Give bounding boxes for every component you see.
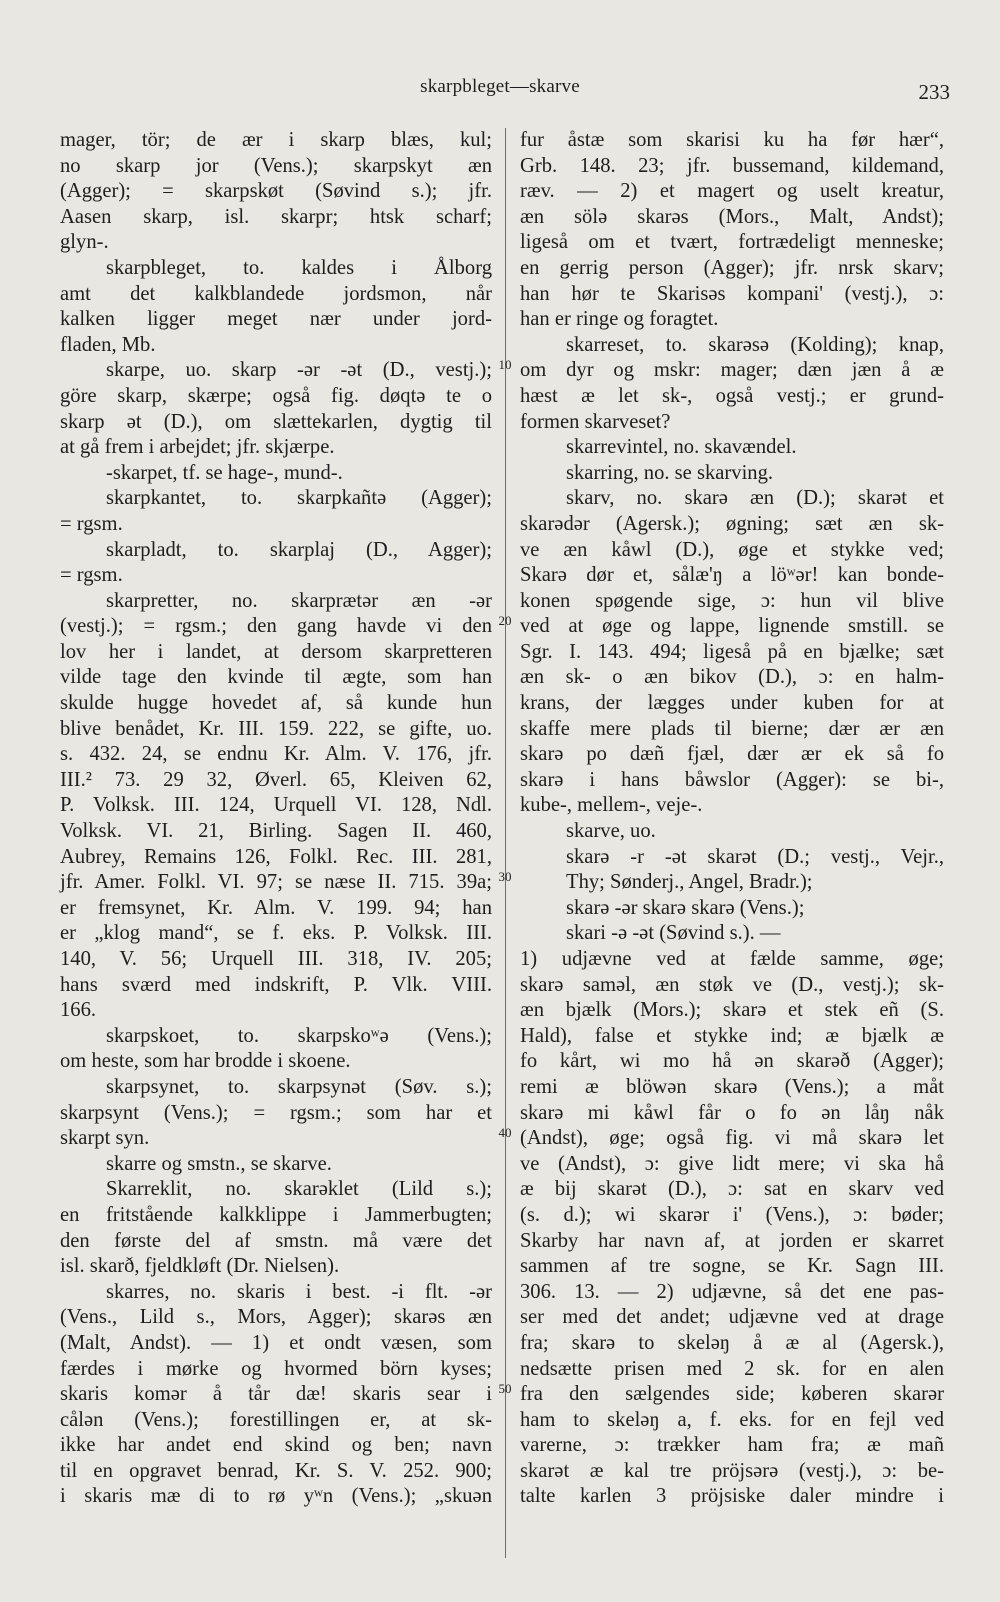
text-line: Sgr. I. 143. 494; ligeså på en bjælke; sæt — [520, 640, 944, 663]
text-line: skarpsynet, to. skarpsynət (Søv. s.); — [106, 1075, 492, 1098]
text-line: Skarreklit, no. skarəklet (Lild s.); — [106, 1178, 492, 1201]
text-line: fladen, Mb. — [60, 333, 156, 356]
text-line: om dyr og mskr: mager; dæn jæn å æ — [520, 359, 944, 382]
text-line: hans sværd med indskrift, P. Vlk. VIII. — [60, 973, 492, 996]
text-line: (s. d.); wi skarər i' (Vens.), ɔ: bøder; — [520, 1203, 944, 1226]
running-head: skarpbleget—skarve — [420, 76, 580, 97]
text-line: skarring, no. se skarving. — [566, 461, 774, 484]
column-divider — [505, 128, 506, 1558]
text-line: Hald), false et stykke ind; æ bjælk æ — [520, 1024, 944, 1047]
text-line: skarv, no. skarə æn (D.); skarət et — [566, 487, 944, 510]
text-line: ve æn kåwl (D.), øge et stykke ved; — [520, 538, 944, 561]
right-column — [520, 128, 944, 1510]
text-line: den første del af smstn. må være det — [60, 1229, 492, 1252]
text-line: mager, tör; de ær i skarp blæs, kul; — [60, 129, 492, 151]
line-number: 10 — [498, 357, 512, 372]
text-line: skarə saməl, æn støk ve (D., vestj.); sk- — [520, 973, 944, 996]
text-line: (Malt, Andst). — 1) et ondt væsen, som — [60, 1331, 492, 1354]
text-line: ligeså om et tvært, fortrædeligt menneske; — [520, 231, 944, 254]
text-line: om heste, som har brodde i skoene. — [60, 1050, 351, 1073]
text-line: -skarpet, tf. se hage-, mund-. — [106, 461, 343, 484]
text-line: skarə -r -ət skarət (D.; vestj., Vejr., — [566, 845, 944, 868]
text-line: fra; skarə to skeləŋ å æ al (Agersk.), — [520, 1331, 944, 1354]
text-line: remi æ blöwən skarə (Vens.); a måt — [520, 1075, 944, 1098]
text-line: skarpskoet, to. skarpskoʷə (Vens.); — [106, 1024, 492, 1047]
text-line: 1) udjævne ved at fælde samme, øge; — [520, 948, 944, 970]
line-number: 40 — [498, 1125, 512, 1140]
text-line: skarpsynt (Vens.); = rgsm.; som har et — [60, 1101, 492, 1124]
text-line: skarpretter, no. skarprætər æn -ər — [106, 589, 492, 612]
text-line: göre skarp, skærpe; også fig. døqtə te o — [60, 384, 492, 407]
text-line: = rgsm. — [60, 512, 123, 535]
text-line: skaffe mere plads til bierne; dær ær æn — [520, 717, 944, 740]
text-line: ve (Andst), ɔ: give lidt mere; vi ska hå — [520, 1152, 944, 1175]
text-line: sammen af tre sogne, se Kr. Sagn III. — [520, 1255, 944, 1278]
text-line: en gerrig person (Agger); jfr. nrsk skarv; — [520, 256, 944, 279]
text-line: skarpe, uo. skarp -ər -ət (D., vestj.); — [106, 359, 492, 382]
text-line: P. Volksk. III. 124, Urquell VI. 128, Ndl. — [60, 794, 492, 817]
text-line: hæst æ let sk-, også vestj.; er grund- — [520, 384, 944, 407]
text-line: han er ringe og foragtet. — [520, 308, 719, 331]
text-line: amt det kalkblandede jordsmon, når — [60, 282, 492, 305]
text-line: skarve, uo. — [566, 820, 656, 843]
text-line: talte karlen 3 pröjsiske daler mindre i — [520, 1485, 944, 1508]
text-line: isl. skarð, fjeldkløft (Dr. Nielsen). — [60, 1255, 340, 1278]
text-line: (Vens., Lild s., Mors, Agger); skarəs æn — [60, 1306, 492, 1329]
text-line: i skaris mæ di to rø yʷn (Vens.); „skuən — [60, 1485, 492, 1508]
line-number: 30 — [498, 869, 512, 884]
text-line: fo kårt, wi mo hå ən skarəð (Agger); — [520, 1050, 944, 1073]
text-line: skarre og smstn., se skarve. — [106, 1152, 332, 1175]
text-line: skarədər (Agersk.); øgning; sæt æn sk- — [520, 512, 944, 535]
text-line: æn sölə skarəs (Mors., Malt, Andst); — [520, 205, 944, 228]
text-line: Aubrey, Remains 126, Folkl. Rec. III. 281, — [60, 845, 492, 868]
text-line: skari -ə -ət (Søvind s.). — — [566, 922, 781, 945]
text-line: skarrevintel, no. skavændel. — [566, 436, 797, 459]
text-line: krans, der lægges under kuben for at — [520, 692, 944, 715]
text-line: varerne, ɔ: trækker ham fra; æ mañ — [520, 1434, 944, 1457]
text-line: kalken ligger meget nær under jord- — [60, 308, 492, 331]
text-line: konen spøgende sige, ɔ: hun vil blive — [520, 589, 944, 612]
text-line: ham to skeləŋ a, f. eks. for en fejl ved — [520, 1408, 944, 1431]
text-line: skarres, no. skaris i best. -i flt. -ər — [106, 1280, 492, 1303]
left-column — [60, 128, 492, 1510]
text-line: er fremsynet, Kr. Alm. V. 199. 94; han — [60, 896, 492, 919]
text-line: færdes i mørke og hvormed börn kyses; — [60, 1357, 492, 1380]
text-line: (vestj.); = rgsm.; den gang havde vi den — [60, 615, 492, 638]
text-line: til en opgravet benrad, Kr. S. V. 252. 900; — [60, 1459, 492, 1482]
text-line: jfr. Amer. Folkl. VI. 97; se næse II. 715. 39a; — [60, 871, 492, 894]
text-line: Aasen skarp, isl. skarpr; htsk scharf; — [60, 205, 492, 228]
text-line: fra den sælgendes side; køberen skarər — [520, 1383, 944, 1406]
text-line: ikke har andet end skind og ben; navn — [60, 1434, 492, 1457]
text-line: 166. — [60, 999, 97, 1022]
text-line: skarə -ər skarə skarə (Vens.); — [566, 896, 805, 919]
text-line: han hør te Skarisəs kompani' (vestj.), ɔ: — [520, 282, 944, 305]
text-line: formen skarveset? — [520, 410, 671, 433]
text-line: nedsætte prisen med 2 sk. for en alen — [520, 1357, 944, 1380]
text-line: (Andst), øge; også fig. vi må skarə let — [520, 1127, 944, 1150]
text-line: at gå frem i arbejdet; jfr. skjærpe. — [60, 436, 335, 459]
text-line: skarreset, to. skarəsə (Kolding); knap, — [566, 333, 944, 356]
text-line: 140, V. 56; Urquell III. 318, IV. 205; — [60, 948, 492, 970]
text-line: Skarby har navn af, at jorden er skarret — [520, 1229, 944, 1252]
text-line: fur åstæ som skarisi ku ha før hær“, — [520, 129, 944, 151]
text-line: blive benådet, Kr. III. 159. 222, se gifte, uo. — [60, 717, 492, 740]
text-line: skarə mi kåwl får o fo ən låŋ nåk — [520, 1101, 944, 1124]
text-line: Thy; Sønderj., Angel, Bradr.); — [566, 871, 813, 894]
line-number: 50 — [498, 1381, 512, 1396]
text-line: III.² 73. 29 32, Øverl. 65, Kleiven 62, — [60, 768, 492, 791]
text-line: kube-, mellem-, veje-. — [520, 794, 703, 817]
text-line: æ bij skarət (D.), ɔ: sat en skarv ved — [520, 1178, 944, 1201]
page-header — [0, 76, 1000, 106]
text-line: ser med det andet; udjævne ved at drage — [520, 1306, 944, 1329]
text-line: en fritstående kalkklippe i Jammerbugten; — [60, 1203, 492, 1226]
text-line: glyn-. — [60, 231, 109, 254]
text-line: æn sk- o æn bikov (D.), ɔ: en halm- — [520, 666, 944, 689]
text-line: skarpkantet, to. skarpkañtə (Agger); — [106, 487, 492, 510]
text-line: skarp ət (D.), om slættekarlen, dygtig til — [60, 410, 492, 433]
text-line: ræv. — 2) et magert og uselt kreatur, — [520, 180, 944, 203]
text-line: skarpbleget, to. kaldes i Ålborg — [106, 256, 492, 279]
text-line: skarpladt, to. skarplaj (D., Agger); — [106, 538, 492, 561]
line-number: 20 — [498, 613, 512, 628]
text-line: s. 432. 24, se endnu Kr. Alm. V. 176, jfr. — [60, 743, 492, 766]
text-line: lov her i landet, at dersom skarpretteren — [60, 640, 492, 663]
page-number: 233 — [918, 80, 950, 104]
text-line: æn bjælk (Mors.); skarə et stek eñ (S. — [520, 999, 944, 1022]
text-line: Grb. 148. 23; jfr. bussemand, kildemand, — [520, 154, 944, 177]
text-line: ved at øge og lappe, lignende smstill. se — [520, 615, 944, 638]
text-line: skulde hugge hovedet af, så kunde hun — [60, 692, 492, 715]
text-line: Volksk. VI. 21, Birling. Sagen II. 460, — [60, 820, 492, 843]
text-line: er „klog mand“, se f. eks. P. Volksk. III. — [60, 922, 492, 945]
text-line: no skarp jor (Vens.); skarpskyt æn — [60, 154, 492, 177]
text-line: cålən (Vens.); forestillingen er, at sk- — [60, 1408, 492, 1431]
text-line: skaris komər å tår dæ! skaris sear i — [60, 1383, 492, 1406]
text-line: Skarə dør et, sålæ'ŋ a löʷər! kan bonde- — [520, 564, 944, 587]
text-line: skarpt syn. — [60, 1127, 150, 1150]
text-line: skarət æ kal tre pröjsərə (vestj.), ɔ: be- — [520, 1459, 944, 1482]
text-line: (Agger); = skarpskøt (Søvind s.); jfr. — [60, 180, 492, 203]
text-line: = rgsm. — [60, 564, 123, 587]
text-line: skarə po dæñ fjæl, dær ær ek så fo — [520, 743, 944, 766]
text-line: vilde tage den kvinde til ægte, som han — [60, 666, 492, 689]
text-line: 306. 13. — 2) udjævne, så det ene pas- — [520, 1280, 944, 1303]
text-line: skarə i hans båwslor (Agger): se bi-, — [520, 768, 944, 791]
